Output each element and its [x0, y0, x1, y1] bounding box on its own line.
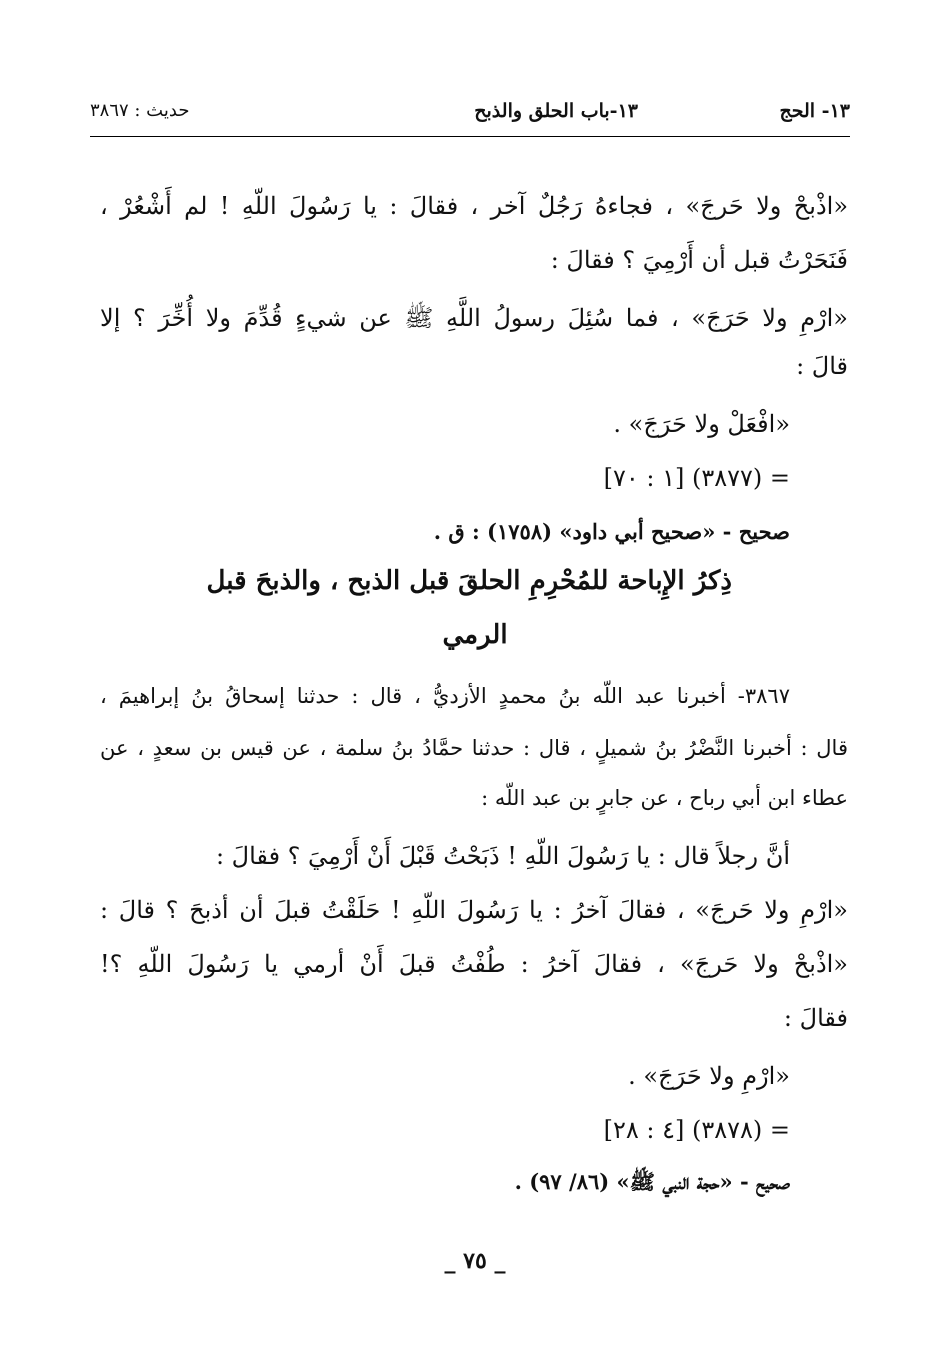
isnad-line: ٣٨٦٧- أخبرنا عبد اللّه بنُ محمدٍ الأزديُّ ، قال : حدثنا إسحاقُ بنُ إبراهيمَ ،: [100, 684, 790, 708]
cross-reference: = (٣٨٧٧) [١ : ٧٠]: [603, 464, 790, 492]
hadith-text: أنَّ رجلاً قال : يا رَسُولَ اللّهِ ! ذَبَحْتُ قَبْلَ أَنْ أَرْمِيَ ؟ فقالَ :: [215, 842, 790, 870]
hadith-quote: «ارْمِ ولا حَرَجَ» .: [628, 1062, 790, 1090]
section-heading: ذِكرُ الإِباحة للمُحْرِمِ الحلقَ قبل الذبح ، والذبحَ قبل: [206, 566, 732, 596]
header-divider: [90, 136, 850, 137]
isnad-line: عطاء ابن أبي رباح ، عن جابرٍ بن عبد اللّه :: [481, 786, 848, 810]
text-line: قالَ :: [796, 352, 848, 380]
grading-note: صحيح - «حجة النبي ﷺ» (٨٦/ ٩٧) .: [514, 1169, 790, 1194]
hadith-text: «ارْمِ ولا حَرجَ» ، فقالَ آخرُ : يا رَسُولَ اللّهِ ! حَلَقْتُ قبلَ أن أذبحَ ؟ قالَ :: [100, 896, 848, 924]
hadith-text: «اذْبحْ ولا حَرجَ» ، فقالَ آخرُ : طُفْتُ قبلَ أَنْ أرمي يا رَسُولَ اللّهِ ؟!: [100, 950, 848, 978]
running-header: [90, 100, 850, 134]
header-chapter: ١٣- الحج: [779, 100, 850, 122]
section-heading-cont: الرمي: [442, 620, 508, 650]
hadith-quote: «افْعَلْ ولا حَرَجَ» .: [613, 410, 790, 438]
header-bab-title: ١٣-باب الحلق والذبح: [474, 100, 638, 122]
text-line: فَنَحَرْتُ قبل أن أَرْمِيَ ؟ فقالَ :: [550, 246, 848, 274]
isnad-line: قال : أخبرنا النَّضْرُ بنُ شميلٍ ، قال : حدثنا حمَّادُ بنُ سلمة ، عن قيس بن سعدٍ ، عن: [100, 736, 848, 760]
header-hadith-ref: حديث : ٣٨٦٧: [90, 100, 190, 121]
text-line: «ارْمِ ولا حَرَجَ» ، فما سُئِلَ رسولُ اللَّهِ ﷺ عن شيءٍ قُدِّمَ ولا أُخِّرَ ؟ إلا: [100, 304, 848, 332]
cross-reference: = (٣٨٧٨) [٤ : ٢٨]: [603, 1116, 790, 1144]
page-number: _ ٧٥ _: [444, 1248, 506, 1274]
hadith-text: فقالَ :: [783, 1004, 848, 1032]
grading-note: صحيح - «صحيح أبي داود» (١٧٥٨) : ق .: [433, 519, 790, 544]
text-line: «اذْبحْ ولا حَرجَ» ، فجاءهُ رَجُلٌ آخر ، فقالَ : يا رَسُولَ اللّهِ ! لم أَشْعُرْ ،: [100, 192, 848, 220]
